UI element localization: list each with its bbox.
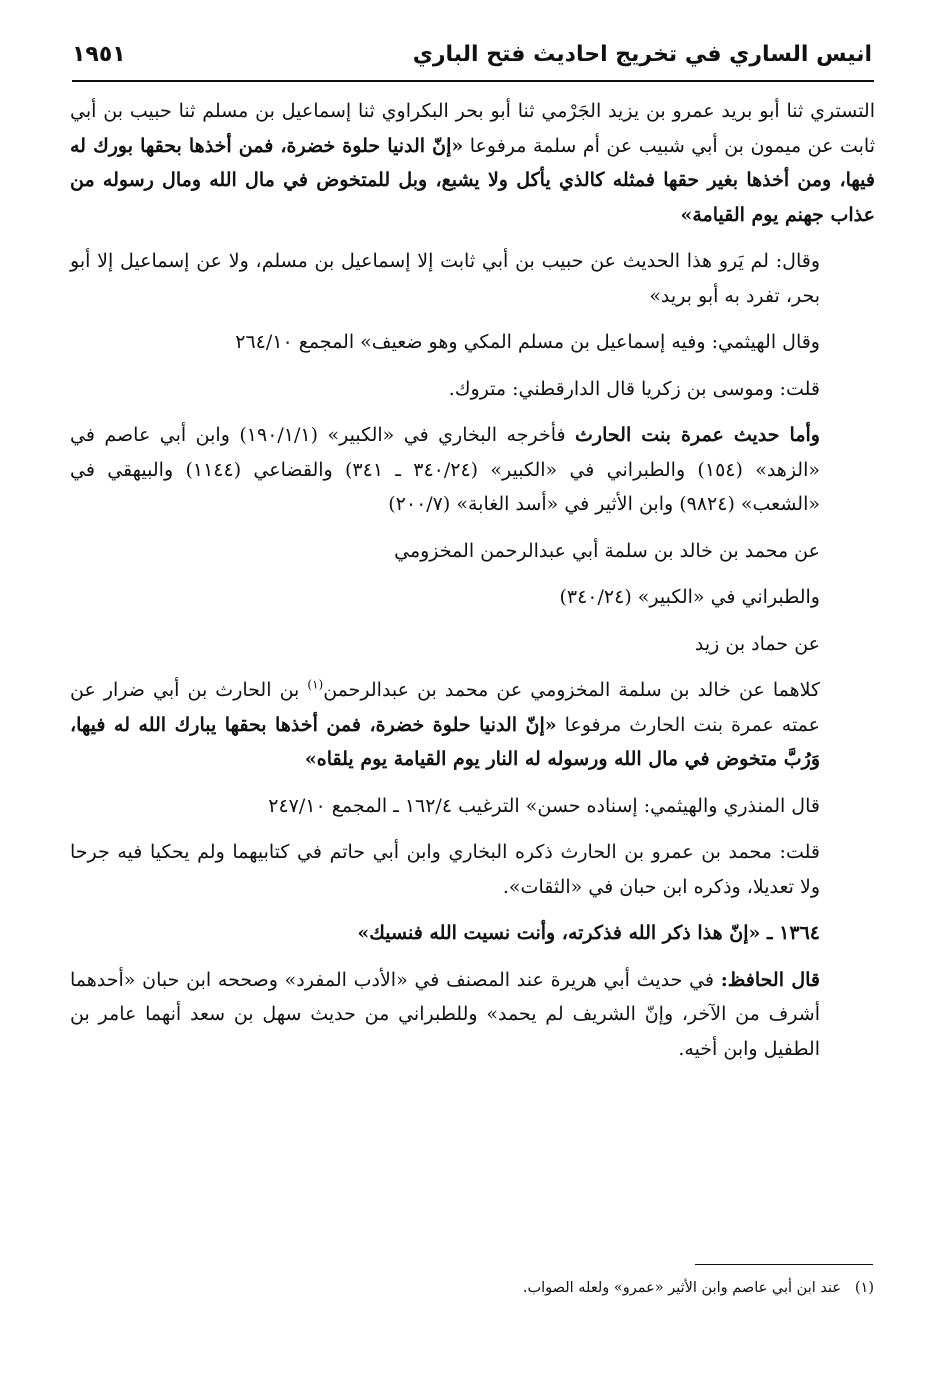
text-segment: عن محمد بن خالد بن سلمة أبي عبدالرحمن المخزومي <box>394 539 820 562</box>
text-segment: بن الحارث بن أبي ضرار عن عمته عمرة بنت الحارث مرفوعا <box>70 679 820 736</box>
paragraph <box>70 627 875 662</box>
paragraph <box>70 372 875 407</box>
bold-text: «إنّ الدنيا حلوة خضرة، فمن أخذها بحقها يبارك الله له فيها، وَرُبَّ متخوض في مال الله ورسوله له النار يوم القيامة يوم يلقاه» <box>70 713 820 770</box>
text-segment: كلاهما عن خالد بن سلمة المخزومي عن محمد بن عبدالرحمن <box>323 679 820 701</box>
text-segment: عن حماد بن زيد <box>694 632 820 655</box>
main-text <box>70 94 875 1066</box>
footnote-reference: (١) <box>307 677 324 692</box>
footnote-text: عند ابن أبي عاصم وابن الأثير «عمرو» ولعله الصواب. <box>522 1280 842 1296</box>
page-number: ١٩٥١ <box>72 42 126 67</box>
footnote <box>300 1276 874 1300</box>
paragraph <box>70 325 875 360</box>
text-segment: قلت: محمد بن عمرو بن الحارث ذكره البخاري وابن أبي حاتم في كتابيهما ولم يحكيا فيه جرحا ولا تعديلا، وذكره ابن حبان في «الثقات». <box>70 841 820 898</box>
paragraph <box>70 534 875 569</box>
paragraph <box>70 789 875 824</box>
text-segment: وقال الهيثمي: وفيه إسماعيل بن مسلم المكي وهو ضعيف» المجمع ٢٦٤/١٠ <box>235 331 820 353</box>
running-title: انيس الساري في تخريج احاديث فتح الباري <box>412 42 872 67</box>
text-segment: قال المنذري والهيثمي: إسناده حسن» الترغيب ١٦٢/٤ ـ المجمع ٢٤٧/١٠ <box>268 794 820 817</box>
text-segment: في حديث أبي هريرة عند المصنف في «الأدب المفرد» وصححه ابن حبان «أحدهما أشرف من الآخر، وإنّ الشريف لم يحمد» وللطبراني من حديث سهل بن سعد أنهما عامر بن الطفيل وابن أخيه. <box>70 968 820 1060</box>
text-segment: التستري ثنا أبو بريد عمرو بن يزيد الجَرْمي ثنا أبو بحر البكراوي ثنا إسماعيل بن مسلم ثنا حبيب بن أبي ثابت عن ميمون بن أبي شبيب عن أم سلمة مرفوعا <box>70 100 875 157</box>
text-segment: والطبراني في «الكبير» (٣٤٠/٢٤) <box>559 586 820 608</box>
paragraph <box>70 673 875 777</box>
text-segment: وقال: لم يَرو هذا الحديث عن حبيب بن أبي ثابت إلا إسماعيل بن مسلم، ولا عن إسماعيل إلا أبو بحر، تفرد به أبو بريد» <box>70 250 820 307</box>
bold-text: قال الحافظ: <box>720 968 820 991</box>
paragraph <box>70 916 875 951</box>
header-rule <box>72 80 874 82</box>
paragraph <box>70 835 875 904</box>
paragraph <box>70 963 875 1067</box>
bold-text: وأما حديث عمرة بنت الحارث <box>575 424 820 446</box>
page-header <box>72 40 872 74</box>
paragraph <box>70 244 875 313</box>
paragraph <box>70 580 875 615</box>
text-segment: فأخرجه البخاري في «الكبير» (١٩٠/١/١) وابن أبي عاصم في «الزهد» (١٥٤) والطبراني في «الكبير» (٣٤٠/٢٤ ـ ٣٤١) والقضاعي (١١٤٤) والبيهقي في «الشعب» (٩٨٢٤) وابن الأثير في «أسد الغابة» (٢٠٠/٧) <box>70 424 820 515</box>
text-segment: قلت: وموسى بن زكريا قال الدارقطني: متروك. <box>448 377 820 400</box>
paragraph <box>70 94 875 232</box>
bold-text: ١٣٦٤ ـ «إنّ هذا ذكر الله فذكرته، وأنت نسيت الله فنسيك» <box>357 922 820 944</box>
footnote-marker: (١) <box>854 1280 874 1296</box>
paragraph <box>70 418 875 522</box>
bold-text: «إنّ الدنيا حلوة خضرة، فمن أخذها بحقها بورك له فيها، ومن أخذها بغير حقها فمثله كالذي يأكل ولا يشبع، وبل للمتخوض في مال الله ومال رسوله من عذاب جهنم يوم القيامة» <box>70 134 875 226</box>
footnote-separator <box>695 1264 873 1265</box>
